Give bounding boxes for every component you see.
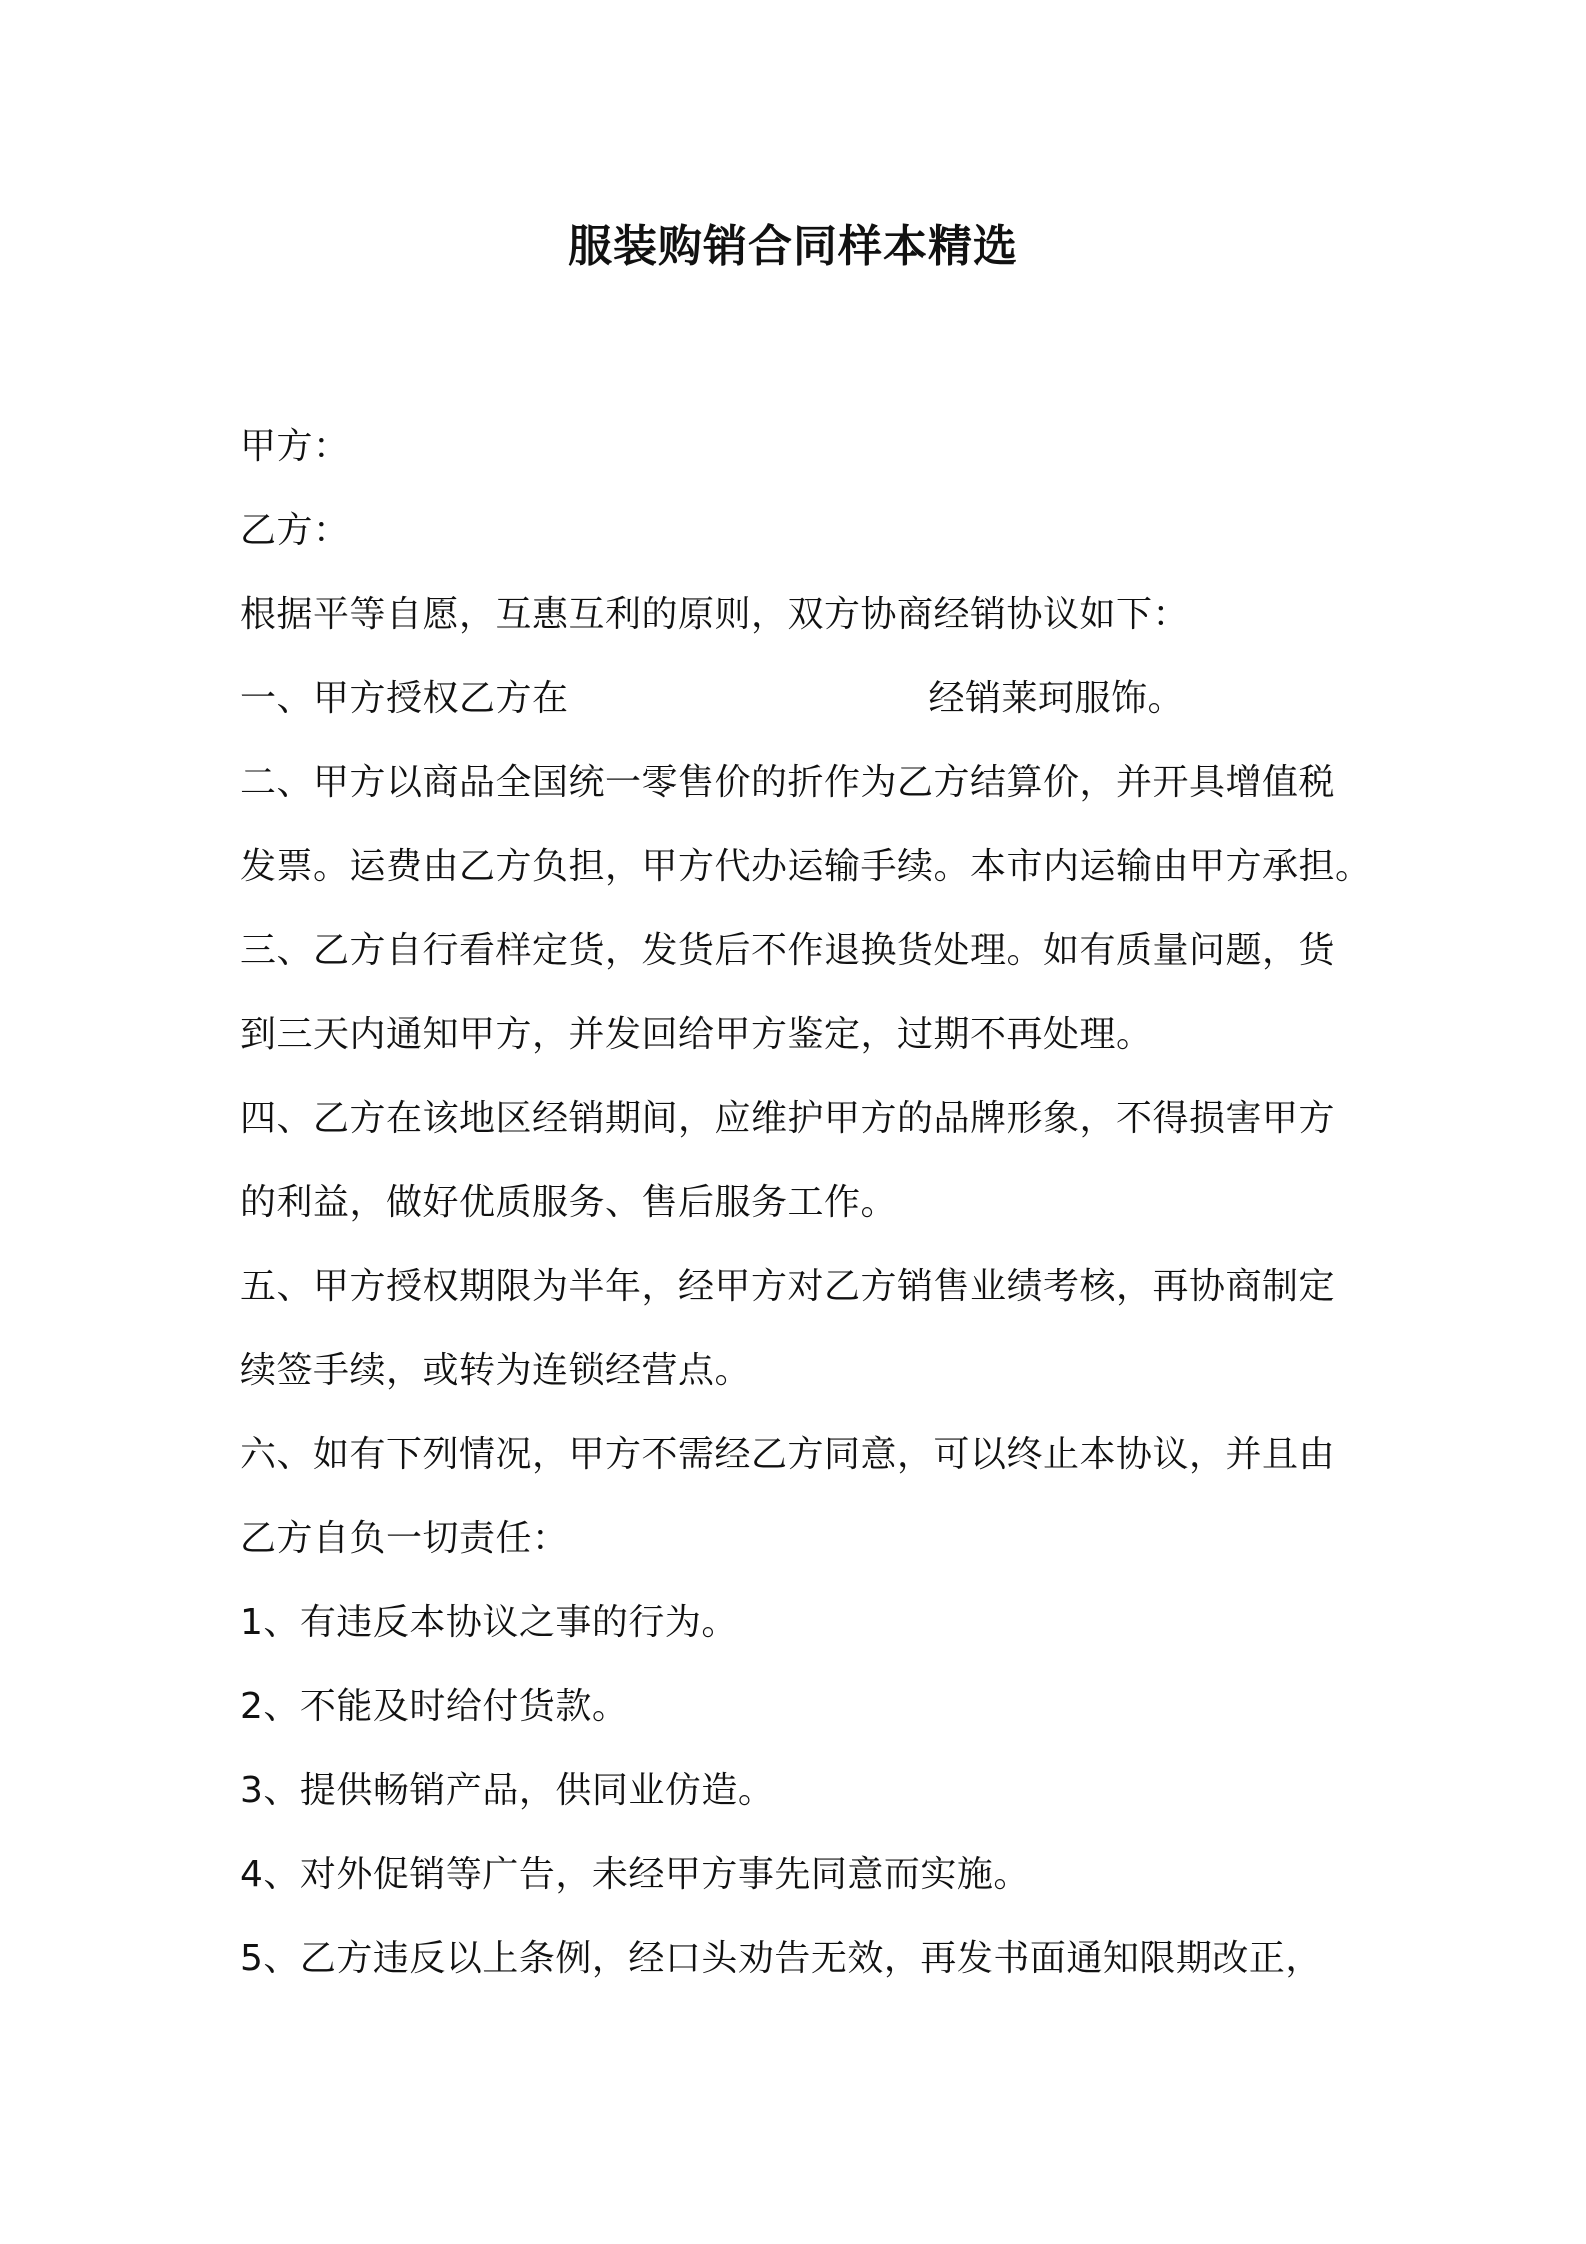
list-item-2: 2、不能及时给付货款。: [240, 1686, 629, 1727]
clause-6-line-2: 乙方自负一切责任：: [240, 1518, 569, 1559]
clause-3-line-1: 三、乙方自行看样定货，发货后不作退换货处理。如有质量问题，货: [240, 930, 1336, 971]
clause-5-line-1: 五、甲方授权期限为半年，经甲方对乙方销售业绩考核，再协商制定: [240, 1266, 1336, 1307]
list-item-1: 1、有违反本协议之事的行为。: [240, 1602, 738, 1643]
document-title: 服装购销合同样本精选: [568, 221, 1018, 272]
clause-1-text-part2: 经销莱珂服饰。: [928, 678, 1185, 719]
clause-1-line: [240, 657, 1360, 741]
clause-6-line-1: 六、如有下列情况，甲方不需经乙方同意，可以终止本协议，并且由: [240, 1434, 1336, 1475]
party-b-line: 乙方：: [240, 510, 350, 551]
clause-2-line-1: 二、甲方以商品全国统一零售价的折作为乙方结算价，并开具增值税: [240, 762, 1336, 803]
list-item-3: 3、提供畅销产品，供同业仿造。: [240, 1770, 775, 1811]
clause-2-line-2: 发票。运费由乙方负担，甲方代办运输手续。本市内运输由甲方承担。: [240, 846, 1372, 887]
clause-1-text-part1: 一、甲方授权乙方在: [240, 678, 569, 719]
clause-4-line-2: 的利益，做好优质服务、售后服务工作。: [240, 1182, 898, 1223]
document-body: [240, 405, 1372, 2001]
list-item-4: 4、对外促销等广告，未经甲方事先同意而实施。: [240, 1854, 1030, 1895]
list-item-5: 5、乙方违反以上条例，经口头劝告无效，再发书面通知限期改正，: [240, 1938, 1322, 1979]
party-a-line: 甲方：: [240, 426, 350, 467]
clause-4-line-1: 四、乙方在该地区经销期间，应维护甲方的品牌形象，不得损害甲方: [240, 1098, 1336, 1139]
preamble-line: 根据平等自愿，互惠互利的原则，双方协商经销协议如下：: [240, 594, 1190, 635]
clause-3-line-2: 到三天内通知甲方，并发回给甲方鉴定，过期不再处理。: [240, 1014, 1153, 1055]
clause-5-line-2: 续签手续，或转为连锁经营点。: [240, 1350, 752, 1391]
